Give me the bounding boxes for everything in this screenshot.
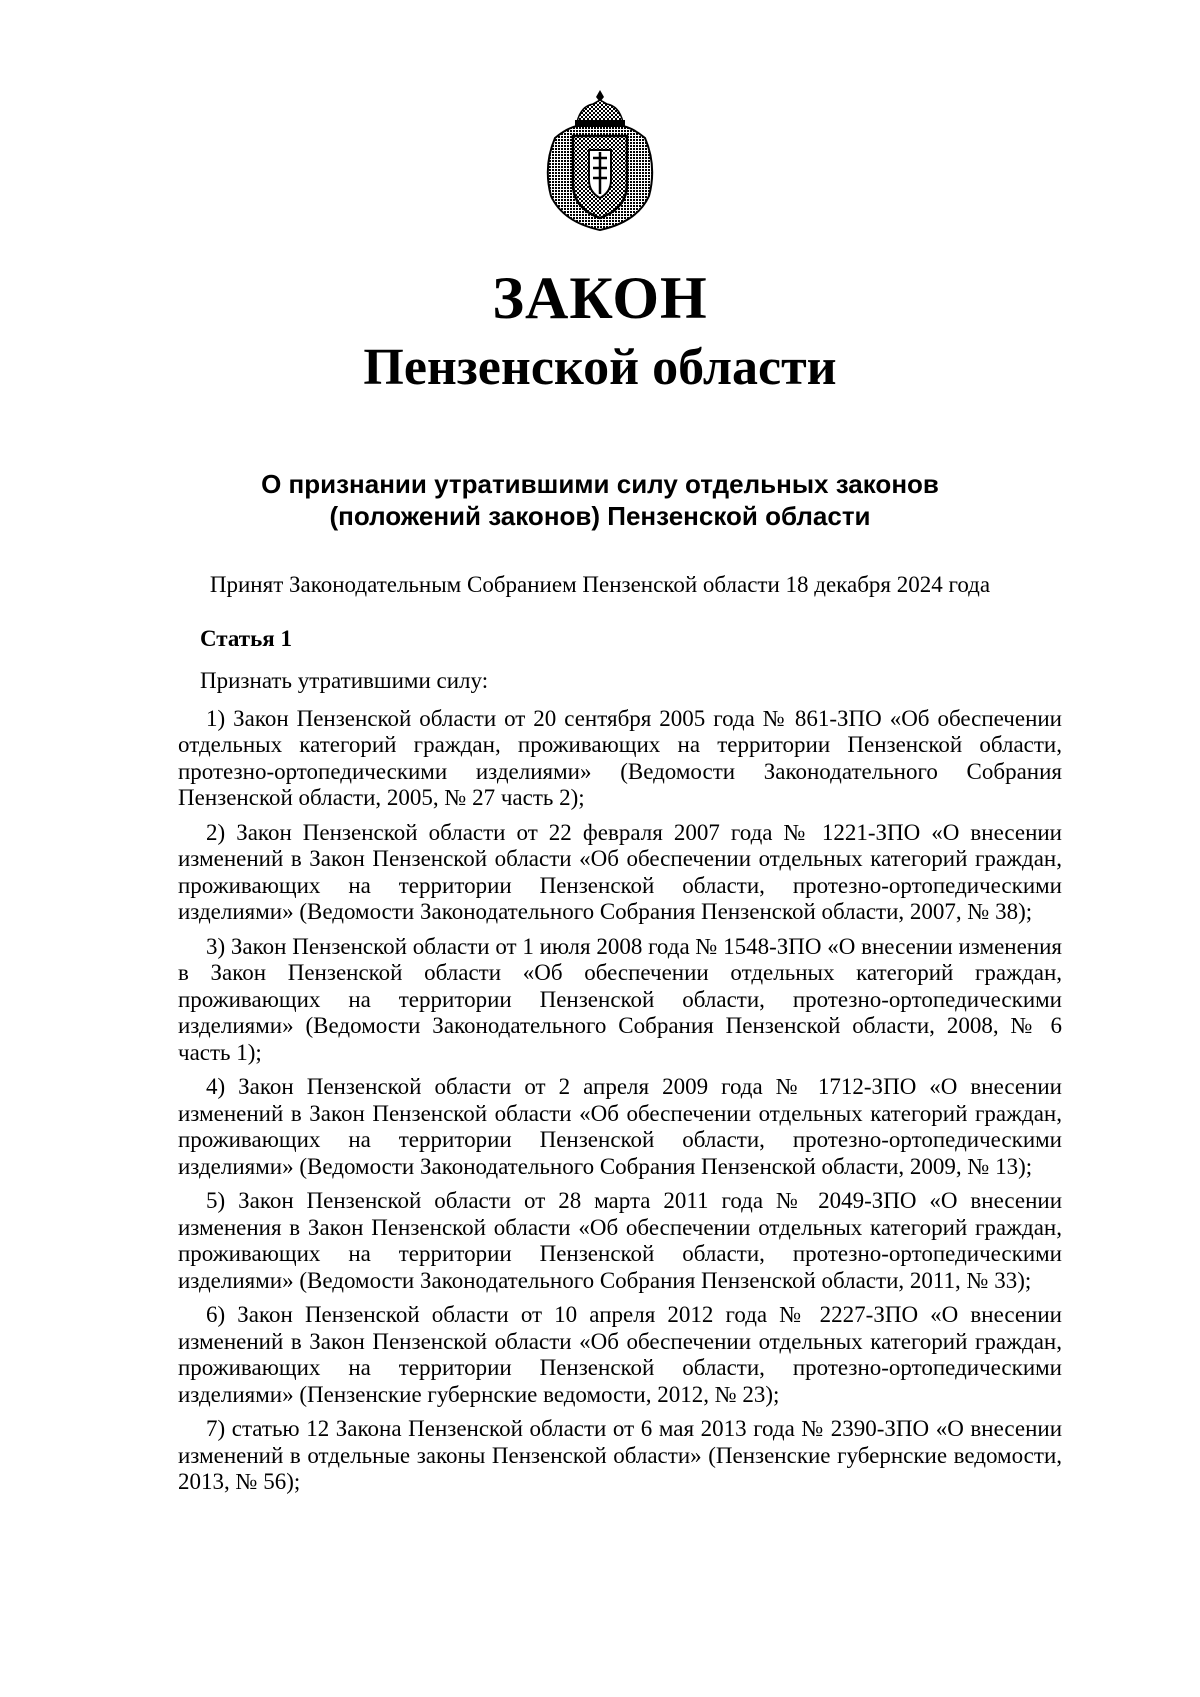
law-heading-line-2: (положений законов) Пензенской области	[329, 501, 871, 531]
article-title: Статья 1	[200, 626, 292, 651]
list-item: 3) Закон Пензенской области от 1 июля 2008 года № 1548-ЗПО «О внесении изменения в Закон Пензенской области «Об обеспечении отдельных категорий граждан, проживающих на территории Пензенской области, протезно-ортопедическими изделиями» (Ведомости Законодательного Собрания Пензенской области, 2008, № 6 часть 1);	[178, 933, 1062, 1065]
article-body	[178, 668, 1062, 1504]
list-item: 7) статью 12 Закона Пензенской области от 6 мая 2013 года № 2390-ЗПО «О внесении изменений в отдельные законы Пензенской области» (Пензенские губернские ведомости, 2013, № 56);	[178, 1416, 1062, 1494]
law-title: ЗАКОН	[492, 265, 708, 331]
law-heading	[150, 468, 1050, 532]
list-item: 4) Закон Пензенской области от 2 апреля 2009 года № 1712-ЗПО «О внесении изменений в Закон Пензенской области «Об обеспечении отдельных категорий граждан, проживающих на территории Пензенской области, протезно-ортопедическими изделиями» (Ведомости Законодательного Собрания Пензенской области, 2009, № 13);	[178, 1074, 1062, 1179]
coat-of-arms-icon	[537, 88, 663, 232]
list-item: 1) Закон Пензенской области от 20 сентября 2005 года № 861-ЗПО «Об обеспечении отдельных категорий граждан, проживающих на территории Пензенской области, протезно-ортопедическими изделиями» (Ведомости Законодательного Собрания Пензенской области, 2005, № 27 часть 2);	[178, 705, 1062, 810]
list-item: 2) Закон Пензенской области от 22 февраля 2007 года № 1221-ЗПО «О внесении изменений в Закон Пензенской области «Об обеспечении отдельных категорий граждан, проживающих на территории Пензенской области, протезно-ортопедическими изделиями» (Ведомости Законодательного Собрания Пензенской области, 2007, № 38);	[178, 819, 1062, 924]
article-intro: Признать утратившими силу:	[200, 668, 489, 693]
region-title: Пензенской области	[363, 339, 837, 396]
adoption-line: Принят Законодательным Собранием Пензенской области 18 декабря 2024 года	[209, 572, 991, 597]
list-item: 6) Закон Пензенской области от 10 апреля 2012 года № 2227-ЗПО «О внесении изменений в Закон Пензенской области «Об обеспечении отдельных категорий граждан, проживающих на территории Пензенской области, протезно-ортопедическими изделиями» (Пензенские губернские ведомости, 2012, № 23);	[178, 1302, 1062, 1407]
law-heading-line-1: О признании утратившими силу отдельных законов	[261, 469, 939, 499]
list-item: 5) Закон Пензенской области от 28 марта 2011 года № 2049-ЗПО «О внесении изменения в Закон Пензенской области «Об обеспечении отдельных категорий граждан, проживающих на территории Пензенской области, протезно-ортопедическими изделиями» (Ведомости Законодательного Собрания Пензенской области, 2011, № 33);	[178, 1188, 1062, 1293]
